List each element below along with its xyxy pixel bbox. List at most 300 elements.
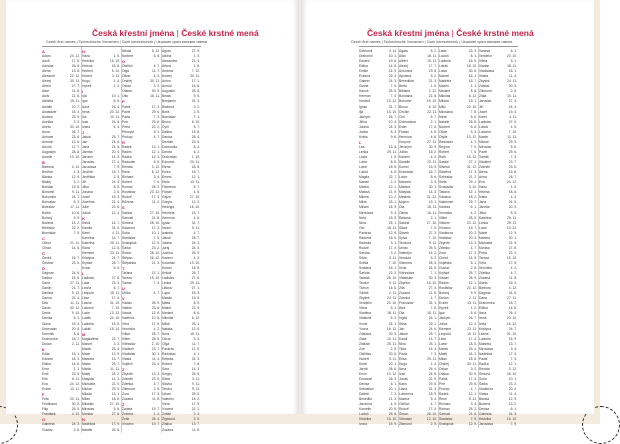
name-text: Bohdan (42, 185, 54, 190)
name-text: Urban (162, 392, 171, 397)
name-text: Miloš (162, 321, 170, 326)
name-text: Lukáš (439, 64, 448, 69)
name-text: Benedikt (359, 397, 372, 402)
name-day-date: 21. 9. (191, 306, 200, 311)
name-day-date: 4. 12. (71, 165, 80, 170)
name-text: P (122, 99, 125, 105)
name-text: Vincent (162, 407, 173, 412)
name-day-date: 13. 3. (468, 240, 477, 245)
name-day-date: 3. 11. (111, 74, 120, 79)
name-text: Klaudie (399, 160, 410, 165)
names-column (42, 47, 82, 433)
name-day-date: 18. 11. (427, 54, 437, 59)
name-text: Čeněk (42, 255, 52, 260)
name-text: Zita (399, 286, 405, 291)
name-day-date: 11. 4. (508, 74, 517, 79)
name-day-date: 5. 7. (430, 114, 437, 119)
name-text: Ctirad (42, 245, 51, 250)
name-day-date: 27. 11. (427, 139, 437, 144)
name-day-date: 19. 5. (191, 296, 200, 301)
name-text: Radim (439, 281, 449, 286)
name-text: Jaroslava (82, 165, 97, 170)
name-text: Izabela (162, 230, 173, 235)
name-day-date: 9. 11. (388, 281, 397, 286)
name-text: Gregor (162, 200, 173, 205)
name-day-date: 30. 1. (428, 185, 437, 190)
name-day-date: 14. 5. (71, 245, 80, 250)
name-text: Božena (479, 402, 491, 407)
name-text: Svatoslav (439, 185, 454, 190)
name-text: Viktor (122, 331, 131, 336)
name-text: Nela (359, 215, 366, 220)
name-day-date: 18. 11. (387, 311, 397, 316)
name-text: Valentýn (399, 250, 412, 255)
name-day-date: 30. 1. (508, 235, 517, 240)
name-text: Šimon (122, 250, 132, 255)
name-text: Vincenc (439, 225, 451, 230)
names-column (122, 47, 162, 433)
name-day-date: 2. 1. (430, 119, 437, 124)
name-day-date: 5. 7. (193, 124, 200, 129)
name-text: Lubomíra (399, 392, 413, 397)
name-text: Augustýn (42, 149, 56, 154)
name-day-date: 18. 7. (71, 336, 80, 341)
name-text: Julius (439, 321, 448, 326)
name-text: Vladan (479, 64, 490, 69)
name-day-date: 26. 8. (468, 119, 477, 124)
name-text: Cyril (162, 124, 169, 129)
name-day-date: 4. 11. (388, 49, 397, 53)
name-day-date: 21. 4. (71, 296, 80, 301)
name-day-date: 27. 11. (70, 281, 80, 286)
name-text: Hedviga (162, 205, 175, 210)
name-text: Arnošt (42, 144, 52, 149)
name-text: Filoména (162, 185, 176, 190)
name-day-date: 3. 2. (193, 104, 200, 109)
name-day-date: 17. 4. (151, 195, 160, 200)
name-day-date: 23. 6. (151, 377, 160, 382)
name-text: Ivana (479, 195, 488, 200)
name-text: Vendelín (359, 301, 372, 306)
name-text: Milan (82, 397, 90, 402)
name-text: Barbora (42, 165, 54, 170)
name-text: Drahomíra (42, 336, 58, 341)
name-text: Matúš (162, 306, 171, 311)
name-day-date: 6. 12. (468, 94, 477, 99)
name-text: Leopold (439, 331, 451, 336)
name-day-date: 5. 3. (390, 129, 397, 134)
name-day-date: 30. 11. (150, 79, 160, 84)
name-day-date: 22. 3. (388, 271, 397, 276)
name-text: Jonáš (399, 377, 408, 382)
name-day-date: 24. 3. (388, 124, 397, 129)
name-day-date: 4. 11. (111, 230, 120, 235)
name-day-date: 12. 5. (388, 230, 397, 235)
name-day-date: 22. 5. (71, 372, 80, 376)
name-day-date: 7. 1. (193, 114, 200, 119)
name-text: Zuzana (122, 397, 133, 402)
name-text: Ota (399, 205, 405, 210)
name-text: Libuše (82, 301, 92, 306)
name-text: Bruno (162, 119, 171, 124)
name-text: Marek (439, 346, 449, 351)
name-text: Hugo (399, 361, 407, 366)
name-text: Slavěna (439, 170, 451, 175)
name-text: Dalimil (359, 392, 369, 397)
name-text: Kazimír (162, 255, 174, 260)
name-text: Sára (162, 366, 169, 371)
name-text: Ambróz (162, 69, 174, 74)
name-day-date: 23. 11. (467, 326, 477, 331)
name-day-date: 16. 12. (386, 326, 397, 331)
name-day-date: 21. 8. (151, 215, 160, 220)
name-day-date: 24. 6. (111, 119, 120, 124)
name-text: Luisa (439, 69, 447, 74)
name-day-date: 11. 4. (151, 356, 160, 361)
name-day-date: 18. 5. (468, 341, 477, 346)
name-row (82, 428, 121, 433)
name-day-date: 1. 10. (191, 154, 200, 159)
title-slovak: České krstné mená (456, 28, 534, 38)
name-text: Břetislav (42, 225, 55, 230)
name-text: Samuel (122, 215, 134, 220)
name-day-date: 15. 11. (190, 331, 200, 336)
name-day-date: 27. 8. (111, 412, 120, 417)
name-day-date: 19. 7. (468, 225, 477, 230)
name-text: Vlasta (479, 74, 489, 79)
name-day-date: 8. 6. (430, 175, 437, 180)
name-day-date: 7. 12. (191, 69, 200, 74)
name-day-date: 5. 6. (113, 407, 120, 412)
name-text: Adam (42, 54, 51, 59)
name-text: Jiří (479, 104, 484, 109)
name-day-date: 19. 3. (508, 109, 517, 114)
name-text: Marta (82, 361, 91, 366)
name-text: Zdeněk (122, 377, 133, 382)
name-day-date: 26. 3. (388, 377, 397, 382)
name-day-date: 29. 9. (111, 387, 120, 392)
name-text: Zbyšek (479, 79, 490, 84)
name-text: Monika (82, 412, 93, 417)
name-day-date: 28. 10. (149, 220, 160, 225)
name-text: Róbert (162, 361, 172, 366)
name-day-date: 12. 1. (151, 271, 160, 276)
name-day-date: 12. 1. (468, 190, 477, 195)
name-day-date: 4. 7. (470, 387, 477, 392)
name-text: Dana (479, 296, 487, 301)
name-text: Petr (122, 119, 129, 124)
name-day-date: 27. 1. (468, 160, 477, 165)
name-text: Antonín (42, 139, 54, 144)
name-text: Otakar (439, 372, 449, 376)
name-text: Agáta (399, 49, 408, 53)
name-day-date: 24. 3. (71, 422, 80, 427)
name-day-date: 2. 5. (430, 422, 437, 427)
name-text: R (122, 139, 125, 145)
name-day-date: 4. 5. (510, 124, 517, 129)
name-text: Vanda (122, 311, 132, 316)
name-day-date: 24. 4. (191, 245, 200, 250)
name-day-date: 14. 7. (111, 220, 120, 225)
name-day-date: 18. 11. (387, 225, 397, 230)
name-day-date: 16. 7. (428, 170, 437, 175)
name-day-date: 14. 4. (428, 346, 437, 351)
name-day-date: 1. 1. (470, 84, 477, 89)
name-text: Ciril (399, 114, 405, 119)
name-text: Oľga (162, 341, 170, 346)
name-day-date: 30. 6. (388, 351, 397, 356)
name-day-date: 31. 3. (191, 356, 200, 361)
name-day-date: 27. 1. (191, 286, 200, 291)
name-text: Helena (479, 190, 490, 195)
name-day-date: 7. 6. (193, 361, 200, 366)
name-day-date: 4. 8. (430, 134, 437, 139)
name-day-date: 31. 3. (428, 387, 437, 392)
name-text: Matěj (439, 351, 448, 356)
name-text: Eliška (479, 306, 488, 311)
name-day-date: 14. 2. (428, 250, 437, 255)
name-day-date: 18. 12. (466, 154, 477, 159)
name-day-date: 26. 4. (508, 311, 517, 316)
name-text: Adriana (42, 64, 54, 69)
name-day-date: 8. 6. (390, 160, 397, 165)
name-text: Radmila (359, 240, 372, 245)
name-day-date: 11. 4. (508, 392, 517, 397)
name-text: Martin (82, 366, 92, 371)
name-day-date: 12. 5. (191, 326, 200, 331)
name-text: Radovan (122, 160, 136, 165)
name-text: Radka (122, 154, 132, 159)
name-day-date: 27. 6. (191, 276, 200, 281)
name-day-date: 25. 7. (111, 260, 120, 265)
name-day-date: 13. 5. (388, 144, 397, 149)
name-text: Vladěna (359, 311, 372, 316)
name-day-date: 16. 9. (508, 336, 517, 341)
name-text: Bruno (399, 104, 408, 109)
name-text: Milada (82, 392, 92, 397)
name-text: Vilemína (399, 260, 412, 265)
name-text: Arnold (162, 84, 172, 89)
name-day-date: 13. 7. (191, 422, 200, 427)
name-text: Olivie (439, 129, 448, 134)
name-day-date: 16. 11. (427, 210, 437, 215)
name-day-date: 25. 5. (191, 392, 200, 397)
name-text: Daniela (42, 291, 54, 296)
name-text: Sergej (162, 372, 172, 376)
name-text: Mária (162, 301, 171, 306)
name-day-date: 2. 5. (113, 190, 120, 195)
name-text: Denisa (42, 316, 53, 321)
name-day-date: 3. 12. (151, 165, 160, 170)
name-text: Johana (82, 190, 93, 195)
name-day-date: 22. 1. (191, 407, 200, 412)
name-text: Bořek (42, 210, 51, 215)
name-text: Sandra (359, 250, 370, 255)
name-text: Rostislav (439, 286, 453, 291)
name-day-date: 31. 5. (111, 225, 120, 230)
name-day-date: 6. 8. (153, 160, 160, 165)
name-text: Jana (479, 200, 487, 205)
name-text: Ferdinand (42, 402, 57, 407)
name-text: Magdaléna (82, 336, 99, 341)
name-day-date: 25. 9. (191, 372, 200, 376)
name-day-date: 20. 10. (506, 54, 517, 59)
name-text: Ilona (82, 104, 90, 109)
name-text: Bořivoj (439, 291, 450, 296)
name-text: Kristýna (82, 255, 94, 260)
name-day-date: 23. 4. (151, 361, 160, 366)
name-text: Ingrid (399, 316, 408, 321)
name-text: Eduard (42, 356, 53, 361)
name-text: Č (42, 250, 45, 256)
name-day-date: 5. 1. (510, 59, 517, 64)
name-text: Kamila (82, 225, 93, 230)
name-text: Vratislav (439, 235, 452, 240)
name-text: Václava (439, 195, 451, 200)
name-day-date: 1. 8. (193, 64, 200, 69)
name-day-date: 29. 11. (190, 281, 200, 286)
name-day-date: 3. 4. (470, 402, 477, 407)
name-day-date: 7. 6. (153, 180, 160, 185)
name-day-date: 7. 4. (390, 94, 397, 99)
name-day-date: 12. 9. (508, 230, 517, 235)
name-day-date: 25. 11. (387, 341, 397, 346)
name-text: Jozefína (82, 200, 95, 205)
name-text: Dobromila (162, 144, 178, 149)
name-text: Vlasta (479, 392, 489, 397)
name-text: Blanka (42, 175, 53, 180)
name-text: Albert (399, 59, 408, 64)
name-text: Luděk (82, 316, 91, 321)
name-text: Julie (82, 205, 89, 210)
name-text: Ludmila (82, 321, 94, 326)
name-day-date: 9. 4. (510, 346, 517, 351)
name-day-date: 3. 3. (430, 180, 437, 185)
name-day-date: 18. 1. (508, 69, 517, 74)
name-text: Soňa (122, 230, 130, 235)
name-text: Karel (479, 114, 487, 119)
name-text: Eliška (42, 361, 51, 366)
name-text: Ondřej (122, 79, 132, 84)
name-text: Zuzana (162, 427, 173, 432)
name-text: Linda (359, 154, 368, 159)
name-day-date: 4. 4. (113, 124, 120, 129)
name-text: Štěpánka (122, 260, 136, 265)
name-day-date: 28. 5. (428, 260, 437, 265)
name-day-date: 24. 4. (111, 180, 120, 185)
name-day-date: 8. 5. (510, 210, 517, 215)
name-day-date: 15. 6. (191, 129, 200, 134)
name-day-date: 4. 2. (153, 326, 160, 331)
name-day-date: 15. 10. (149, 276, 160, 281)
name-day-date: 17. 3. (468, 377, 477, 382)
name-text: Olga (122, 69, 129, 74)
name-text: S (122, 205, 125, 211)
name-row (399, 422, 438, 427)
name-row (479, 422, 518, 427)
name-text: Zlata (359, 336, 367, 341)
name-day-date: 26. 4. (428, 366, 437, 371)
name-text: Evelína (359, 74, 370, 79)
name-text: Michaela (479, 240, 493, 245)
name-text: Bohumila (42, 195, 56, 200)
name-day-date: 11. 7. (191, 341, 200, 346)
name-day-date: 30. 9. (151, 89, 160, 94)
name-text: K (82, 215, 85, 221)
name-day-date: 2. 5. (153, 387, 160, 392)
name-text: Dobroslava (399, 119, 416, 124)
name-text: Vítězslava (399, 271, 415, 276)
name-day-date: 28. 9. (468, 276, 477, 281)
name-text: Zuzana (399, 291, 410, 296)
name-text: Rostislav (122, 190, 136, 195)
name-text: Boleslav (42, 205, 55, 210)
name-text: Darina (42, 296, 52, 301)
name-text: Dalibor (162, 129, 173, 134)
name-text: Pavla (122, 114, 131, 119)
name-text: Zora (439, 250, 446, 255)
name-text: Miloslav (82, 402, 94, 407)
name-day-date: 13. 12. (109, 311, 120, 316)
name-day-date: 24. 12. (69, 382, 80, 387)
name-text: Ester (399, 124, 407, 129)
name-day-date: 6. 12. (191, 316, 200, 321)
name-text: Zikmund (479, 89, 492, 94)
name-text: Zikmund (122, 387, 135, 392)
name-text: Bibiana (399, 89, 410, 94)
name-day-date: 24. 4. (508, 104, 517, 109)
name-text: Hubert (82, 74, 92, 79)
name-text: Marina (399, 397, 410, 402)
name-text: Lubor (359, 160, 368, 165)
name-text: Richard (122, 175, 134, 180)
name-day-date: 16. 10. (506, 417, 517, 422)
name-text: Oskar (122, 84, 131, 89)
name-text: Oldřich (122, 64, 133, 69)
name-day-date: 28. 5. (468, 215, 477, 220)
name-text: V (122, 296, 125, 302)
name-text: Lenka (162, 281, 171, 286)
name-text: Miloslava (439, 109, 453, 114)
name-text: Monika (479, 245, 490, 250)
name-text: Libuše (479, 331, 489, 336)
name-text: Stanislav (439, 417, 453, 422)
name-day-date: 29. 1. (468, 180, 477, 185)
name-day-date: 24. 6. (428, 372, 437, 376)
names-column (162, 47, 201, 433)
name-day-date: 13. 11. (190, 180, 200, 185)
name-text: Hana (479, 185, 487, 190)
name-day-date: 3. 10. (468, 185, 477, 190)
name-text: Henrieta (162, 210, 175, 215)
name-day-date: 13. 7. (111, 356, 120, 361)
name-day-date: 4. 7. (510, 271, 517, 276)
name-text: Vladimír (122, 346, 135, 351)
name-day-date: 22. 2. (71, 225, 80, 230)
name-day-date: 18. 8. (191, 165, 200, 170)
name-text: Marcel (82, 341, 92, 346)
name-day-date: 23. 8. (71, 134, 80, 139)
name-text: Barbora (479, 286, 491, 291)
name-text: Věroslav (399, 417, 412, 422)
name-day-date: 29. 9. (508, 139, 517, 144)
name-text: Lujza (162, 291, 170, 296)
name-day-date: 23. 11. (427, 160, 437, 165)
name-text: Rebeka (162, 356, 174, 361)
name-day-date: 29. 11. (507, 220, 517, 225)
name-text: Florián (162, 190, 173, 195)
name-day-date: 11. 11. (110, 366, 120, 371)
